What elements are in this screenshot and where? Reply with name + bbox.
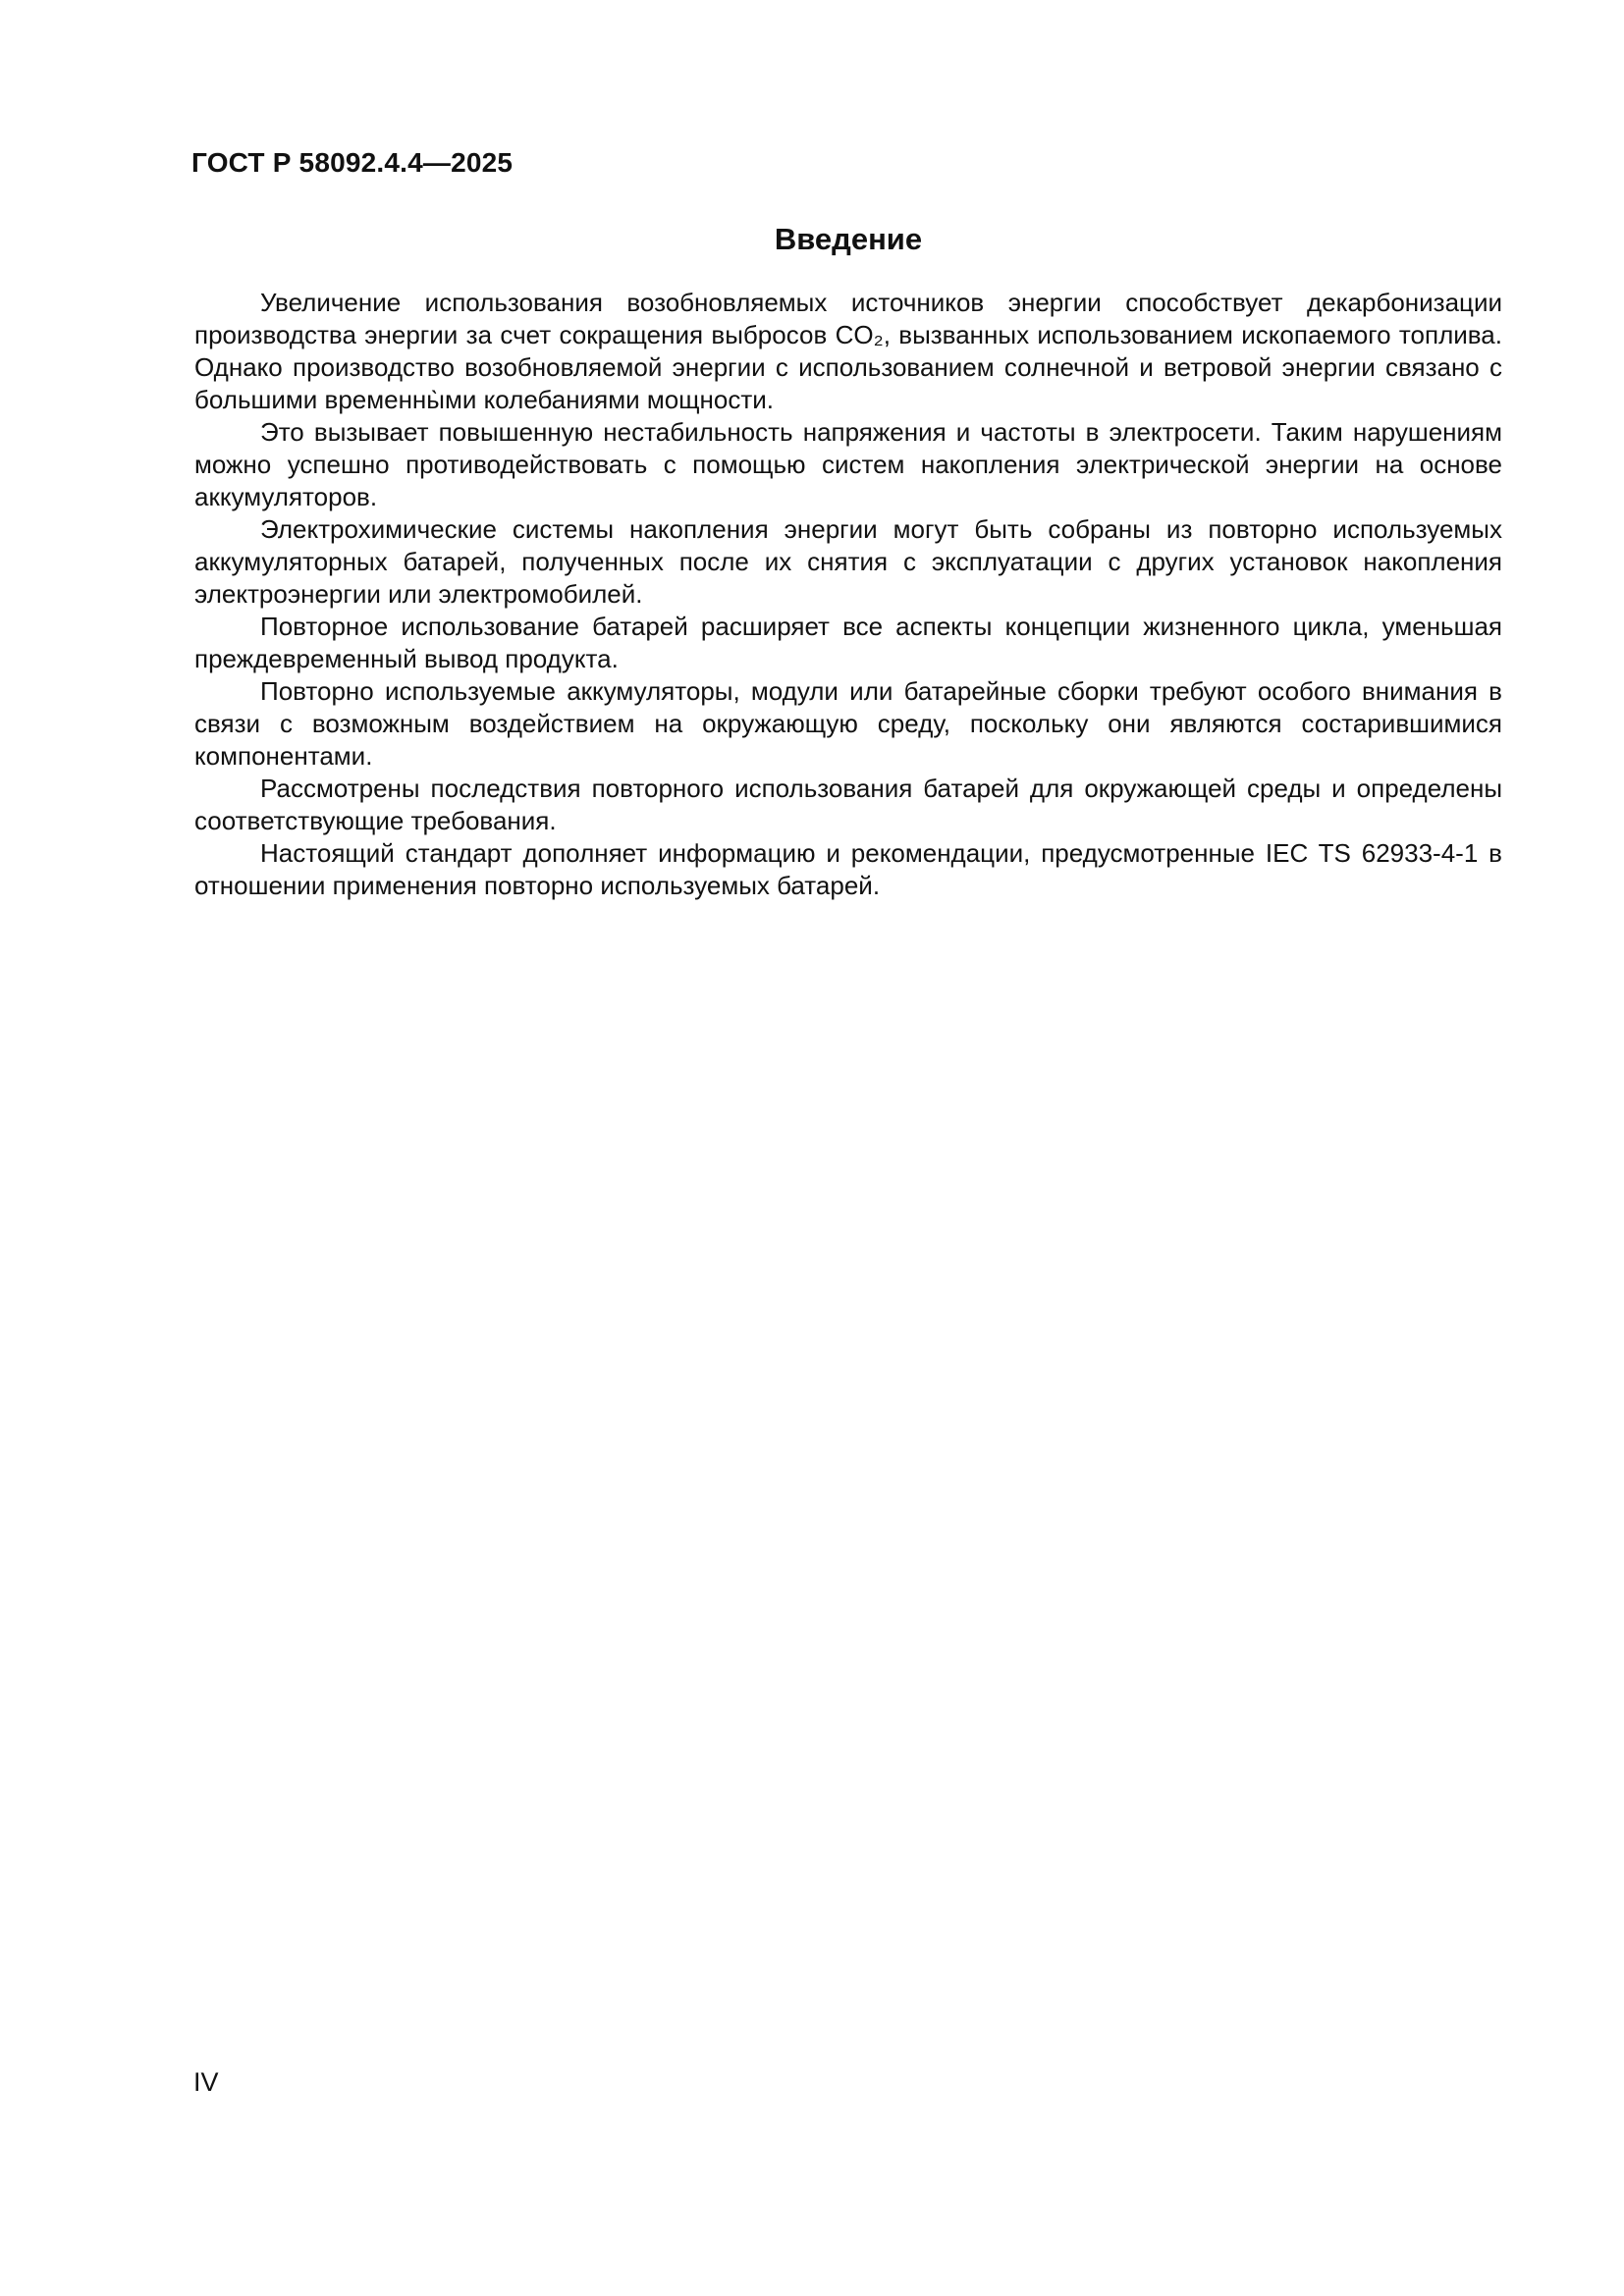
paragraph: Настоящий стандарт дополняет информацию и рекомендации, предусмотренные IEC TS 62933-4-1 в отношении применения повторно используемых батарей. xyxy=(194,838,1502,900)
page-number: IV xyxy=(193,2067,219,2097)
paragraph: Электрохимические системы накопления энергии могут быть собраны из повторно используемых аккумуляторных батарей, полученных после их снятия с эксплуатации с других установок накопления электроэнергии или электромобилей. xyxy=(194,514,1502,609)
paragraph: Повторное использование батарей расширяет все аспекты концепции жизненного цикла, уменьшая преждевременный вывод продукта. xyxy=(194,612,1502,673)
paragraph: Это вызывает повышенную нестабильность напряжения и частоты в электросети. Таким нарушениям можно успешно противодействовать с помощью систем накопления электрической энергии на основе аккумуляторов. xyxy=(194,417,1502,511)
paragraph: Рассмотрены последствия повторного использования батарей для окружающей среды и определены соответствующие требования. xyxy=(194,774,1502,835)
section-title: Введение xyxy=(774,222,923,256)
introduction-text xyxy=(194,287,1502,902)
paragraph: Повторно используемые аккумуляторы, модули или батарейные сборки требуют особого внимания в связи с возможным воздействием на окружающую среду, поскольку они являются состарившимися компонентами. xyxy=(194,676,1502,771)
paragraph: Увеличение использования возобновляемых источников энергии способствует декарбонизации производства энергии за счет сокращения выбросов CO₂, вызванных использованием ископаемого топлива. Однако производство возобновляемой энергии с использованием солнечной и ветровой энергии связано с большими временны̀ми колебаниями мощности. xyxy=(194,288,1502,414)
standard-designation-header: ГОСТ Р 58092.4.4—2025 xyxy=(191,147,514,178)
